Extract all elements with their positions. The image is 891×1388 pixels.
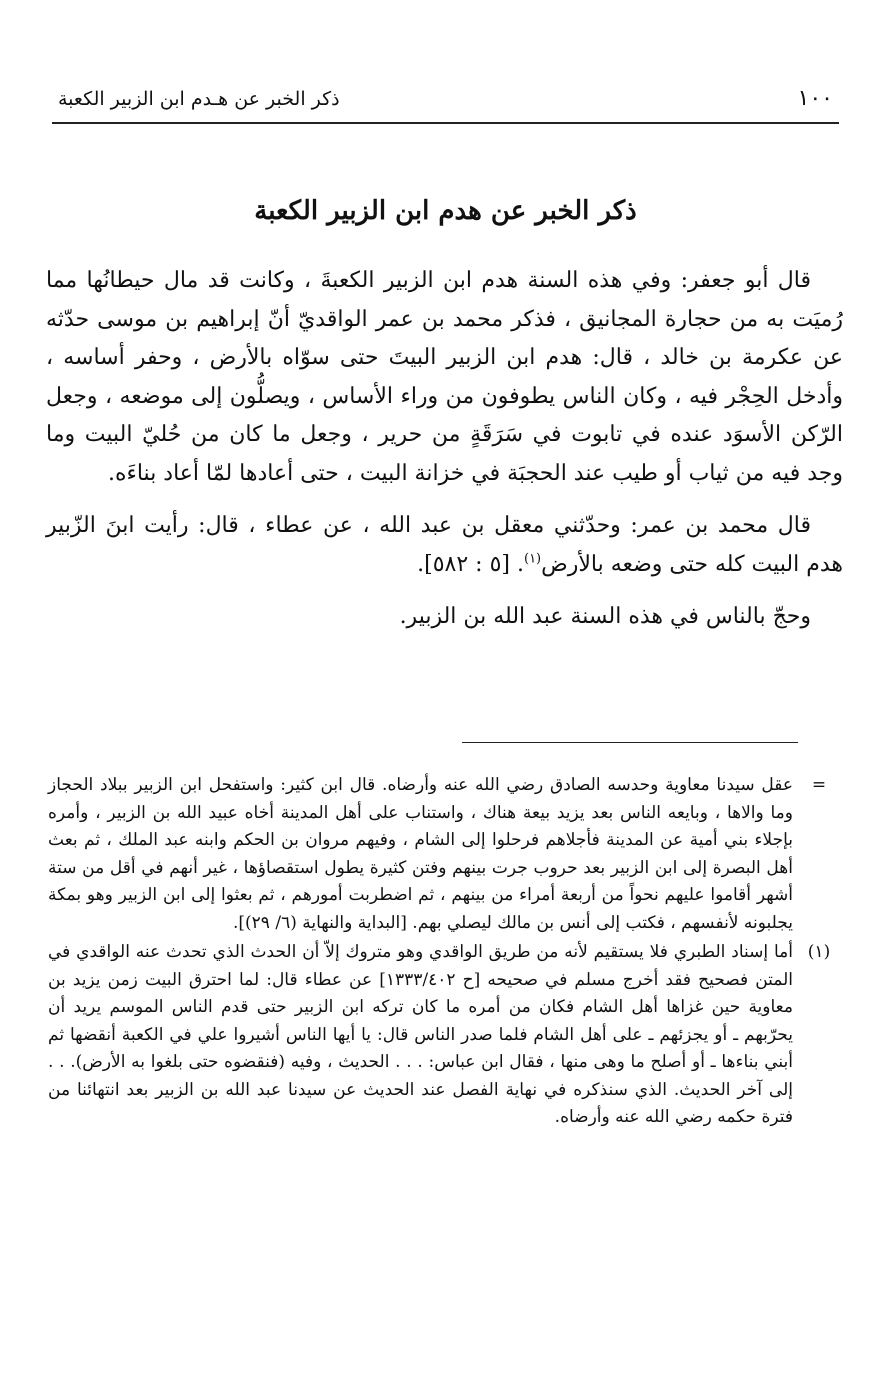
paragraph: وحجّ بالناس في هذه السنة عبد الله بن الزبير. xyxy=(399,604,811,629)
footnotes xyxy=(48,772,839,1134)
footnote-text: عقل سيدنا معاوية وحدسه الصادق رضي الله عنه وأرضاه. قال ابن كثير: واستفحل ابن الزبير ببلاد الحجاز وما والاها ، وبايعه الناس بعد يزيد بيعة هناك ، واستناب على أهل المدينة أخاه عبيد الله بن الزبير ، وأمره بإجلاء بني أمية عن المدينة فأجلاهم فرحلوا إلى الشام ، وفيهم مروان بن الحكم وابنه عبد الملك ، ثم بعث أهل البصرة إلى ابن الزبير بعد حروب جرت بينهم وفتن كثيرة يطول استقصاؤها ، غير أنهم في أقل من ستة أشهر أقاموا عليهم نحواً من أربعة أمراء من بينهم ، ثم اضطربت أمورهم ، ثم بعثوا إلى ابن الزبير وهو بمكة يجلبونه لأنفسهم ، فكتب إلى أنس بن مالك ليصلي بهم. [البداية والنهاية (٦/ ٢٩)]. xyxy=(48,775,793,933)
paragraph: قال أبو جعفر: وفي هذه السنة هدم ابن الزبير الكعبةَ ، وكانت قد مال حيطانُها مما رُميَت به من حجارة المجانيق ، فذكر محمد بن عمر الواقديّ أنّ إبراهيم بن موسى حدّثه عن عكرمة بن خالد ، قال: هدم ابن الزبير البيتَ حتى سوّاه بالأرض ، وحفر أساسه ، وأدخل الحِجْر فيه ، وكان الناس يطوفون من وراء الأساس ، ويصلُّون إلى موضعه ، وجعل الرّكن الأسوَد عنده في تابوت في سَرَقَةٍ من حرير ، وجعل ما كان من حُليّ البيت وما وجد فيه من ثياب أو طيب عند الحجبَة في خزانة البيت ، حتى أعادها لمّا أعاد بناءَه. xyxy=(46,268,843,486)
footnote-1 xyxy=(48,939,839,1132)
paragraph-citation: . [٥ : ٥٨٢]. xyxy=(417,551,524,577)
running-title: ذكر الخبر عن هـدم ابن الزبير الكعبة xyxy=(58,88,340,110)
footnote-reference: (١) xyxy=(523,551,542,567)
page-number: ١٠٠ xyxy=(797,86,833,111)
footnote-marker: (١) xyxy=(807,942,831,962)
main-text xyxy=(46,262,843,637)
footnote-divider xyxy=(462,742,798,743)
footnote-continued xyxy=(48,772,839,937)
footnote-text: أما إسناد الطبري فلا يستقيم لأنه من طريق الواقدي وهو متروك إلاّ أن الحدث الذي تحدث عنه الواقدي في المتن فصحيح فقد أخرج مسلم في صحيحه [ح ١٣٣٣/٤٠٢] عن عطاء قال: لما احترق البيت زمن يزيد بن معاوية حين غزاها أهل الشام فكان من أمره ما كان تركه ابن الزبير حتى قدم الناس الموسم يريد أن يحرّبهم ـ أو يجزئهم ـ على أهل الشام فلما صدر الناس قال: يا أيها الناس أشيروا علي في الكعبة أنقضها ثم أبني بناءها ـ أو أصلح ما وهى منها ، فقال ابن عباس: . . . الحديث ، وفيه (فنقضوه حتى بلغوا به الأرض). . . إلى آخر الحديث. الذي سنذكره في نهاية الفصل عند الحديث عن سيدنا عبد الله بن الزبير بعد انتهائنا من فترة حكمه رضي الله عنه وأرضاه. xyxy=(48,942,793,1127)
running-header xyxy=(52,78,839,124)
chapter-title: ذكر الخبر عن هدم ابن الزبير الكعبة xyxy=(254,196,637,226)
paragraph xyxy=(46,507,843,584)
paragraph-text: قال محمد بن عمر: وحدّثني معقل بن عبد الله ، عن عطاء ، قال: رأيت ابنَ الزّبير هدم البيت كله حتى وضعه بالأرض xyxy=(46,513,843,577)
footnote-marker: = xyxy=(811,775,827,795)
